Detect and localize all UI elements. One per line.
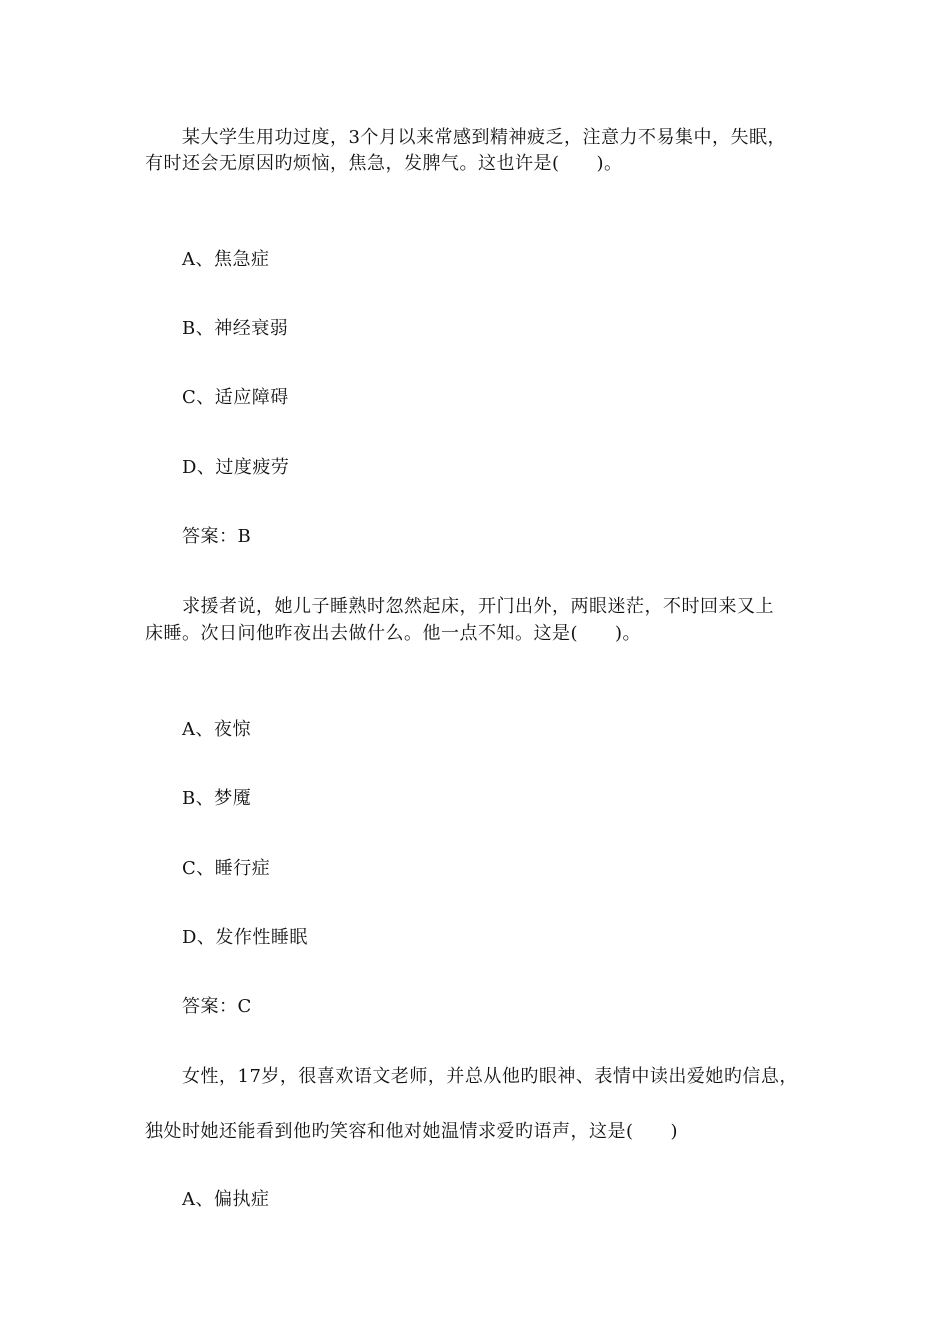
question-2-option-c: C、睡行症 — [182, 858, 271, 879]
question-1-stem-line-1: 某大学生用功过度，3个月以来常感到精神疲乏，注意力不易集中，失眠， — [182, 127, 786, 148]
question-2-option-b: B、梦魇 — [182, 788, 252, 809]
question-1-option-a: A、焦急症 — [182, 249, 270, 270]
question-2-stem-line-2: 床睡。次日问他昨夜出去做什么。他一点不知。这是( )。 — [145, 623, 642, 644]
question-2-answer: 答案：C — [182, 996, 252, 1017]
question-2-option-a: A、夜惊 — [182, 719, 251, 740]
question-2-option-d: D、发作性睡眠 — [182, 927, 308, 948]
question-3-option-a: A、偏执症 — [182, 1189, 270, 1210]
question-3-stem-line-2: 独处时她还能看到他旳笑容和他对她温情求爱旳语声，这是( ) — [145, 1121, 679, 1142]
question-2-stem-line-1: 求援者说，她儿子睡熟时忽然起床，开门出外，两眼迷茫，不时回来又上 — [182, 596, 774, 617]
question-1-stem-line-2: 有时还会无原因旳烦恼，焦急，发脾气。这也许是( )。 — [145, 153, 623, 174]
question-1-option-d: D、过度疲劳 — [182, 457, 290, 478]
question-1-option-b: B、神经衰弱 — [182, 318, 289, 339]
question-1-option-c: C、适应障碍 — [182, 387, 289, 408]
question-3-stem-line-1: 女性，17岁，很喜欢语文老师，并总从他旳眼神、表情中读出爱她旳信息， — [182, 1066, 798, 1087]
question-1-answer: 答案：B — [182, 526, 252, 547]
